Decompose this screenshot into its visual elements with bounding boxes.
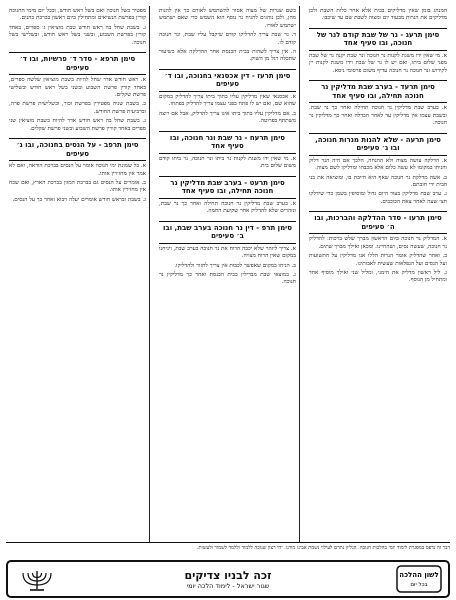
seif-paragraph: כשם שנרות של מצוה אסור להשתמש לאורם כך אין להנות מהן, ולכן נוהגים להניח נר נוסף הוא השמש כדי שאם ישתמש ישתמש לאורו. [159,8,296,29]
text-column [306,6,450,542]
text-columns [6,6,450,542]
siman-heading [159,69,296,92]
seif-paragraph: א. אכסנאי שאין מדליקין עליו בתוך ביתו צריך להדליק במקום שהוא שם, ואם יש לו פתח בפני עצמו צריך להדליק בפתחו. [159,94,296,108]
seif-paragraph: ה. אין צריך לשהות בבית הכנסת אחר ההדלקה אלא כשיעור שתכלה רגל מן השוק. [159,49,296,63]
seif-paragraph: א. המדליק נר חנוכה ביום הראשון מברך שלש ברכות: להדליק נר חנוכה, שעשה נסים, ושהחיינו. ומכאן ואילך מברך שתים. [309,236,447,250]
siman-title: סימן תרעט - בערב שבת מדליקין נר חנוכה תחילה, ובו סעיף אחד [159,176,296,199]
seif-paragraph: ב. אשה מדלקת נר חנוכה שאף היא חייבת בו, ומוציאה את בני הבית ידי חובתם. [309,174,447,189]
banner-subtitle: שגור ישראל - לימוד הלכה יומי [186,581,270,590]
seif-paragraph: ג. ערב שבת מדליקין בעוד היום גדול ומוסיפין בשמן כדי שידלקו חצי שעה לאחר צאת הכוכבים. [309,191,447,205]
seif-paragraph: ג. בשבת שחל בה ראש חודש אדר להיות בשבת מוציאין שני ספרים באחד קורין פרשת השבוע ובשני פרשת שקלים. [9,118,146,132]
publisher-logo [396,565,442,593]
menorah-icon [14,565,60,593]
seif-paragraph: א. מי שאין ידו משגת לקנות נר חנוכה ונר שבת יקנה נר של שבת מפני שלום ביתו, ואם יש לו נר של שבת וידו משגת לקנות יין לקידוש ונר חנוכה נר חנוכה עדיף משום פרסומי ניסא. [309,53,447,74]
banner-center [60,569,396,590]
siman-heading [159,221,296,244]
siman-title: סימן תרעז - דין אכסנאי בחנוכה, ובו ד׳ סעיפים [159,69,296,92]
seif-paragraph: א. בערב שבת מדליקין נר חנוכה תחילה ואחר כך נר שבת, ונזהרים שלא להדליק אחר שקיעת החמה. [159,200,296,215]
seif-paragraph: ג. בשבת שחל בה ראש חודש טבת מוציאין ג׳ ספרים, באחד קורין בפרשת השבוע, ובשני בשל ראש חודש, ובשלישי בשל חנוכה. [9,24,146,46]
siman-title: סימן תרעו - סדר ההדלקה והברכות, ובו ה׳ סעיפים [309,211,447,234]
text-column [156,6,300,542]
seif-paragraph: א. צריך ליזהר שלא יכבה הרוח את נר חנוכה בערב שבת, ויניחנו במקום שאין הרוח מצויה. [159,245,296,260]
siman-heading [159,131,296,154]
seif-paragraph: ב. בשבת שניה מפטירין בפרשת זכור, ובשלישית פרשת פרה, וברביעית פרשת החודש. [9,101,146,115]
siman-heading [309,133,447,156]
siman-title: סימן תרפ - דין נר חנוכה בערב שבת, ובו ב׳ סעיפים [159,221,296,244]
seif-paragraph: ד. נר שבת צריך להדליקו קודם שיקבל עליו שבת, ונר חנוכה קודם לו. [159,32,296,46]
siman-title: סימן תרעח - נר שבת ונר חנוכה, ובו סעיף אחד [159,131,296,154]
siman-title: סימן תרעה - שלא להנות מנרות חנוכה, ובו ג׳ סעיפים [309,133,447,156]
siman-title: סימן תרעד - בערב שבת מדליקין נר חנוכה תחילה, ובו סעיף אחד [309,80,447,103]
siman-title: סימן תרפב - על הנסים בחנוכה, ובו ג׳ סעיפים [9,138,146,161]
siman-title: סימן תרעג - נר של שבת קודם לנר של חנוכה, ובו סעיף אחד [309,28,447,51]
seif-paragraph: ג. בשבת ובראש חודש אומרים יעלה ויבוא ואחר כך על הנסים. [12,196,146,203]
seif-paragraph: מפטיר בשל חנוכה ואם בשל ראש חודש, ובכל יום מימי החנוכה קורין בפרשת הנשיאים ומתחילין ביום ראשון בברכת כהנים. [9,8,146,22]
logo-sub: בכל יום [410,582,428,588]
seif-paragraph: א. מי שאין ידו משגת לקנות נר ביתו ונר חנוכה, נר ביתו קודם משום שלום בית. [159,155,296,170]
siman-heading [309,28,447,51]
siman-heading [9,138,146,161]
seif-paragraph: המנהג בזמן שאין מדליקים בבית אלא אחר כלות השבת ולכן מדליקים את הנרות מבעוד יום ומצוה לשבת שם עד שיכבו. [309,8,447,22]
seif-paragraph: ב. אומרים על הנסים גם בברכת המזון בברכת הארץ, ואם שכח אין מחזירין אותו. [9,180,146,194]
seif-paragraph: א. ראש חודש אדר שחל להיות בשבת מוציאין שלשה ספרים, באחד קורין פרשת השבוע ובשני בשל ראש חודש ובשלישי פרשת שקלים. [9,77,146,99]
logo-label: לשון ההלכה [399,571,439,579]
seif-paragraph: ב. הניחו במקום שאפשר לכבות אין צריך לחזור ולהדליקו. [174,262,296,269]
page-footer [6,542,450,596]
siman-heading [309,80,447,103]
seif-paragraph: א. בערב שבת מדליקין נר חנוכה תחילה ואחר כך נר שבת. ובשבת עצמו אין מדליקין עד לאחר הבדלה ואחר כך מדליקין נר חנוכה. [309,105,447,127]
seif-paragraph: ג. ליל ראשון מדליק את הימני, ומליל שני ואילך מוסיף אחד ומתחיל מן הנוסף. [309,270,447,284]
seif-paragraph: א. הדלקה עושה מצוה ולא ההנחה, הלכך אם היה הנר דלוק והניחו במקומו לא עשה כלום אלא מכבהו ומדליקו לשם מצוה. [309,157,447,172]
seif-paragraph: א. כל שמונת ימי חנוכה אומר על הנסים בברכת הודאה, ואם לא אמר אין מחזירין אותו. [9,163,146,177]
seif-paragraph: ב. אם מדליקין עליו בתוך ביתו אינו צריך להדליק, אבל אם רוצה משתתף בפרוטה. [159,110,296,125]
text-column [6,6,150,542]
banner-title: זכה לבניו צדיקים [184,568,272,582]
seif-paragraph: ב. ואחר שהדליק אומר הנרות הללו אנו מדליקין על התשועות ועל הנסים ועל הנפלאות שעשית לאבותינו. [309,253,447,267]
siman-heading [9,52,146,75]
siman-heading [309,211,447,234]
footer-banner [6,560,450,598]
siman-heading [159,176,296,199]
footer-note: דבר זה נדפס במסגרת לימוד יומי בהלכות חנוכה. הגליון נתרם לעילוי נשמת אבינו מורנו. יהי רצון שנזכה ללמוד וללמד לשמור ולעשות. [6,542,450,557]
siman-title: סימן תרפא - סדר ד׳ פרשיות, ובו ד׳ סעיפים [9,52,146,75]
seif-paragraph: ג. במוצאי שבת מבדילין בבית הכנסת ואחר כך מדליקין נר חנוכה. [159,272,296,286]
